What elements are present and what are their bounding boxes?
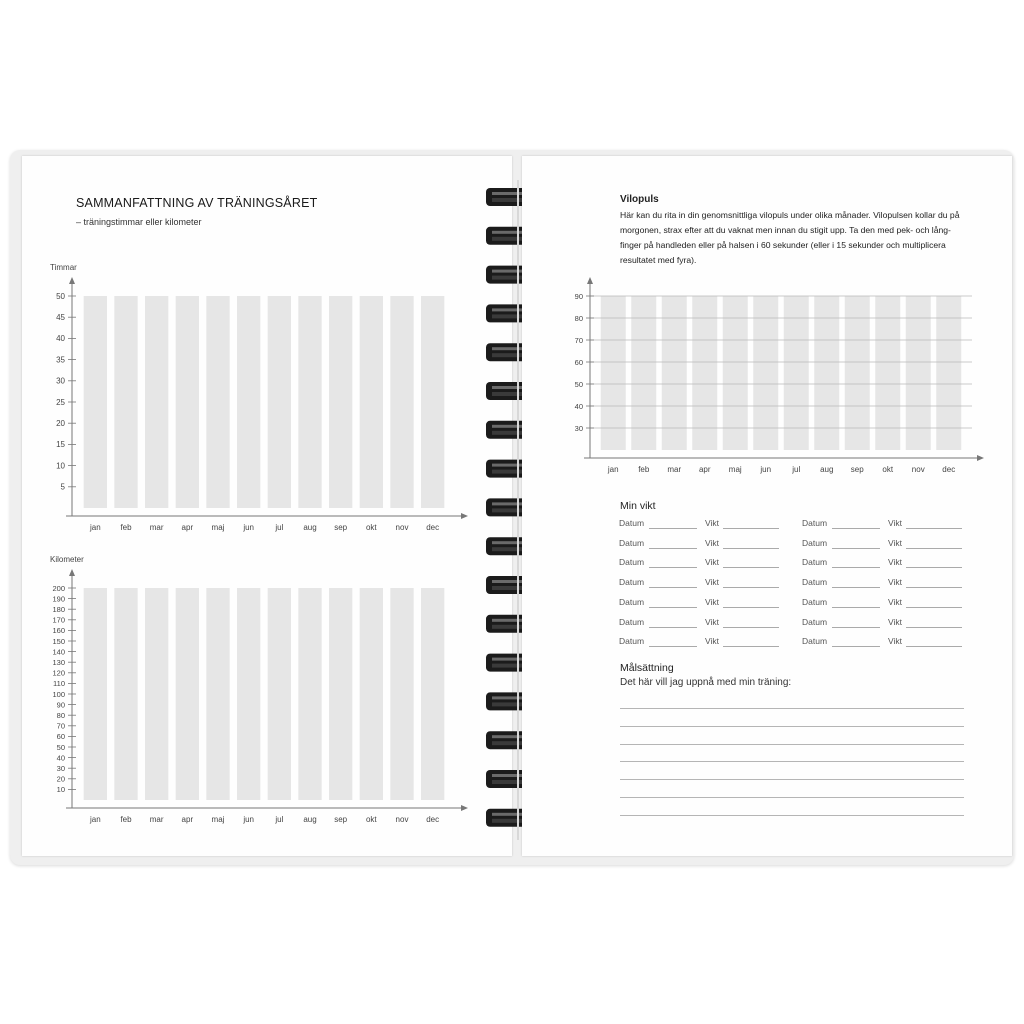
vikt-field[interactable]: [906, 548, 962, 549]
bar: [206, 588, 229, 800]
y-tick-label: 10: [56, 461, 65, 471]
x-tick-label: apr: [181, 523, 194, 532]
y-tick-label: 160: [52, 626, 65, 636]
y-tick-label: 180: [52, 605, 65, 614]
vikt-label: Vikt: [705, 636, 720, 647]
y-tick-label: 40: [56, 753, 65, 763]
malsattning-heading: Målsättning: [620, 662, 674, 674]
bar: [114, 588, 137, 800]
y-tick-label: 30: [574, 423, 583, 433]
vikt-field[interactable]: [906, 607, 962, 608]
y-tick-label: 80: [574, 313, 583, 323]
x-tick-label: maj: [211, 523, 225, 532]
vikt-label: Vikt: [888, 636, 903, 647]
vikt-field[interactable]: [906, 646, 962, 647]
y-tick-label: 5: [60, 482, 65, 492]
y-tick-label: 130: [52, 658, 65, 667]
y-tick-label: 190: [52, 594, 65, 604]
bar: [906, 296, 931, 450]
bar: [631, 296, 656, 450]
datum-field[interactable]: [832, 627, 880, 628]
y-tick-label: 50: [56, 291, 65, 301]
bar: [692, 296, 717, 450]
datum-label: Datum: [619, 577, 645, 588]
vilopuls-chart: [562, 274, 1002, 479]
x-tick-label: apr: [181, 815, 194, 824]
min-vikt-heading: Min vikt: [620, 500, 656, 512]
bar: [936, 296, 961, 450]
vikt-label: Vikt: [705, 537, 720, 548]
x-tick-label: maj: [728, 465, 742, 474]
goal-writing-line[interactable]: [620, 815, 964, 816]
vikt-field[interactable]: [723, 607, 779, 608]
vilopuls-line: finger på handleden eller på halsen i 60 sekunder (eller i 15 sekunder och multiplicera: [620, 240, 946, 250]
vikt-label: Vikt: [705, 616, 720, 627]
x-tick-label: sep: [850, 465, 864, 474]
bar: [114, 296, 137, 508]
vikt-field[interactable]: [906, 567, 962, 568]
vikt-label: Vikt: [705, 596, 720, 607]
y-tick-label: 120: [52, 668, 65, 678]
datum-field[interactable]: [649, 548, 697, 549]
y-tick-label: 140: [52, 647, 65, 657]
bar: [814, 296, 839, 450]
y-tick-label: 100: [52, 689, 65, 699]
vikt-label: Vikt: [705, 577, 720, 588]
vikt-label: Vikt: [888, 557, 903, 568]
y-tick-label: 40: [56, 334, 65, 344]
kilometer-chart: [22, 546, 512, 826]
vikt-label: Vikt: [888, 596, 903, 607]
x-tick-label: jul: [275, 815, 284, 824]
bar: [237, 296, 260, 508]
vikt-field[interactable]: [906, 528, 962, 529]
bar: [84, 588, 107, 800]
y-tick-label: 70: [56, 721, 65, 731]
x-tick-label: dec: [942, 465, 956, 474]
page-title: SAMMANFATTNING AV TRÄNINGSÅRET: [76, 196, 318, 210]
datum-label: Datum: [802, 636, 828, 647]
x-tick-label: jul: [792, 465, 801, 474]
y-axis-label: Timmar: [50, 263, 77, 272]
vikt-label: Vikt: [888, 537, 903, 548]
goal-writing-line[interactable]: [620, 797, 964, 798]
x-tick-label: aug: [303, 523, 317, 532]
vikt-label: Vikt: [888, 518, 903, 528]
hours-chart: [22, 256, 512, 532]
x-tick-label: okt: [882, 465, 894, 474]
bar: [206, 296, 229, 508]
datum-field[interactable]: [649, 567, 697, 568]
x-tick-label: feb: [120, 523, 132, 532]
y-axis-arrow: [587, 277, 593, 284]
bar: [390, 588, 413, 800]
y-tick-label: 90: [574, 291, 583, 301]
bar: [237, 588, 260, 800]
bar: [875, 296, 900, 450]
x-tick-label: jun: [243, 523, 255, 532]
y-tick-label: 60: [56, 732, 65, 742]
y-tick-label: 25: [56, 397, 65, 407]
vikt-field[interactable]: [906, 627, 962, 628]
datum-field[interactable]: [832, 646, 880, 647]
y-tick-label: 50: [56, 742, 65, 752]
vilopuls-line: resultatet med fyra).: [620, 255, 697, 265]
y-tick-label: 30: [56, 376, 65, 386]
datum-field[interactable]: [649, 607, 697, 608]
bar: [421, 588, 444, 800]
y-tick-label: 150: [52, 636, 65, 646]
y-tick-label: 50: [574, 379, 583, 389]
bar: [753, 296, 778, 450]
datum-label: Datum: [619, 636, 645, 647]
bar: [845, 296, 870, 450]
y-tick-label: 60: [574, 357, 583, 367]
y-tick-label: 70: [574, 335, 583, 345]
y-tick-label: 200: [52, 583, 65, 593]
page-subtitle: – träningstimmar eller kilometer: [76, 217, 202, 227]
y-tick-label: 40: [574, 401, 583, 411]
bar: [145, 296, 168, 508]
datum-label: Datum: [802, 518, 828, 528]
x-tick-label: jul: [275, 523, 284, 532]
bar: [145, 588, 168, 800]
x-tick-label: feb: [120, 815, 132, 824]
datum-field[interactable]: [832, 607, 880, 608]
vikt-label: Vikt: [888, 616, 903, 627]
x-tick-label: jun: [243, 815, 255, 824]
datum-field[interactable]: [649, 528, 697, 529]
vikt-field[interactable]: [723, 587, 779, 588]
bar: [268, 588, 291, 800]
x-tick-label: maj: [211, 815, 225, 824]
vikt-field[interactable]: [723, 567, 779, 568]
x-tick-label: aug: [820, 465, 834, 474]
vilopuls-line: morgonen, strax efter att du vaknat men innan du stigit upp. Ta den med pek- och lång-: [620, 225, 951, 235]
datum-field[interactable]: [832, 567, 880, 568]
bar: [784, 296, 809, 450]
x-tick-label: jan: [89, 523, 101, 532]
x-tick-label: sep: [334, 523, 348, 532]
bar: [360, 296, 383, 508]
y-tick-label: 10: [56, 785, 65, 795]
bar: [421, 296, 444, 508]
vikt-field[interactable]: [906, 587, 962, 588]
x-tick-label: jun: [760, 465, 772, 474]
x-tick-label: jan: [607, 465, 619, 474]
bar: [176, 296, 199, 508]
bar: [268, 296, 291, 508]
datum-label: Datum: [619, 616, 645, 627]
y-tick-label: 110: [53, 679, 65, 689]
malsattning-prompt: Det här vill jag uppnå med min träning:: [620, 677, 792, 688]
datum-label: Datum: [802, 557, 828, 568]
datum-label: Datum: [619, 557, 645, 568]
datum-field[interactable]: [832, 587, 880, 588]
datum-field[interactable]: [832, 528, 880, 529]
x-tick-label: dec: [426, 523, 440, 532]
x-tick-label: nov: [395, 815, 409, 824]
y-tick-label: 45: [56, 313, 65, 322]
x-tick-label: jan: [89, 815, 101, 824]
x-tick-label: dec: [426, 815, 440, 824]
datum-field[interactable]: [649, 587, 697, 588]
vikt-label: Vikt: [705, 557, 720, 568]
y-axis-arrow: [69, 569, 75, 576]
goal-writing-line[interactable]: [620, 726, 964, 727]
x-tick-label: sep: [334, 815, 348, 824]
x-tick-label: okt: [365, 523, 377, 532]
right-page: [522, 156, 1012, 856]
bar: [329, 296, 352, 508]
datum-label: Datum: [619, 596, 645, 607]
y-tick-label: 35: [56, 355, 65, 365]
bar: [298, 588, 321, 800]
y-tick-label: 30: [56, 764, 65, 773]
bar: [723, 296, 748, 450]
x-tick-label: nov: [395, 523, 409, 532]
x-tick-label: aug: [303, 815, 317, 824]
datum-field[interactable]: [649, 646, 697, 647]
vikt-label: Vikt: [705, 518, 720, 528]
weight-log: [619, 518, 979, 658]
datum-label: Datum: [802, 537, 828, 548]
datum-label: Datum: [802, 596, 828, 607]
datum-label: Datum: [802, 577, 828, 588]
datum-field[interactable]: [832, 548, 880, 549]
y-tick-label: 90: [56, 700, 65, 710]
goal-lines: [620, 696, 964, 826]
bar: [298, 296, 321, 508]
goal-writing-line[interactable]: [620, 761, 964, 762]
left-page: [22, 156, 512, 856]
y-tick-label: 80: [56, 711, 65, 720]
vikt-label: Vikt: [888, 577, 903, 588]
y-axis-arrow: [69, 277, 75, 284]
datum-label: Datum: [619, 518, 645, 528]
goal-writing-line[interactable]: [620, 744, 964, 745]
vikt-field[interactable]: [723, 548, 779, 549]
vikt-field[interactable]: [723, 528, 779, 529]
vilopuls-heading: Vilopuls: [620, 194, 659, 205]
bar: [662, 296, 687, 450]
vilopuls-text: [620, 208, 1000, 268]
y-tick-label: 15: [56, 440, 65, 450]
datum-label: Datum: [802, 616, 828, 627]
y-tick-label: 20: [56, 774, 65, 784]
x-tick-label: feb: [638, 465, 650, 474]
x-axis-arrow: [977, 455, 984, 461]
x-tick-label: mar: [149, 815, 164, 824]
bar: [176, 588, 199, 800]
y-axis-label: Kilometer: [50, 555, 84, 564]
x-tick-label: apr: [698, 465, 711, 474]
vikt-field[interactable]: [723, 646, 779, 647]
y-tick-label: 20: [56, 419, 65, 428]
vikt-field[interactable]: [723, 627, 779, 628]
datum-field[interactable]: [649, 627, 697, 628]
goal-writing-line[interactable]: [620, 708, 964, 709]
bar: [601, 296, 626, 450]
x-tick-label: mar: [667, 465, 682, 474]
bar: [329, 588, 352, 800]
bar: [390, 296, 413, 508]
datum-label: Datum: [619, 537, 645, 548]
x-tick-label: nov: [911, 465, 925, 474]
vilopuls-line: Här kan du rita in din genomsnittliga vilopuls under olika månader. Vilopulsen kollar du på: [620, 210, 960, 220]
x-tick-label: okt: [365, 815, 377, 824]
bar: [360, 588, 383, 800]
x-tick-label: mar: [149, 523, 164, 532]
goal-writing-line[interactable]: [620, 779, 964, 780]
bar: [84, 296, 107, 508]
x-axis-arrow: [461, 513, 468, 519]
x-axis-arrow: [461, 805, 468, 811]
y-tick-label: 170: [52, 615, 65, 625]
